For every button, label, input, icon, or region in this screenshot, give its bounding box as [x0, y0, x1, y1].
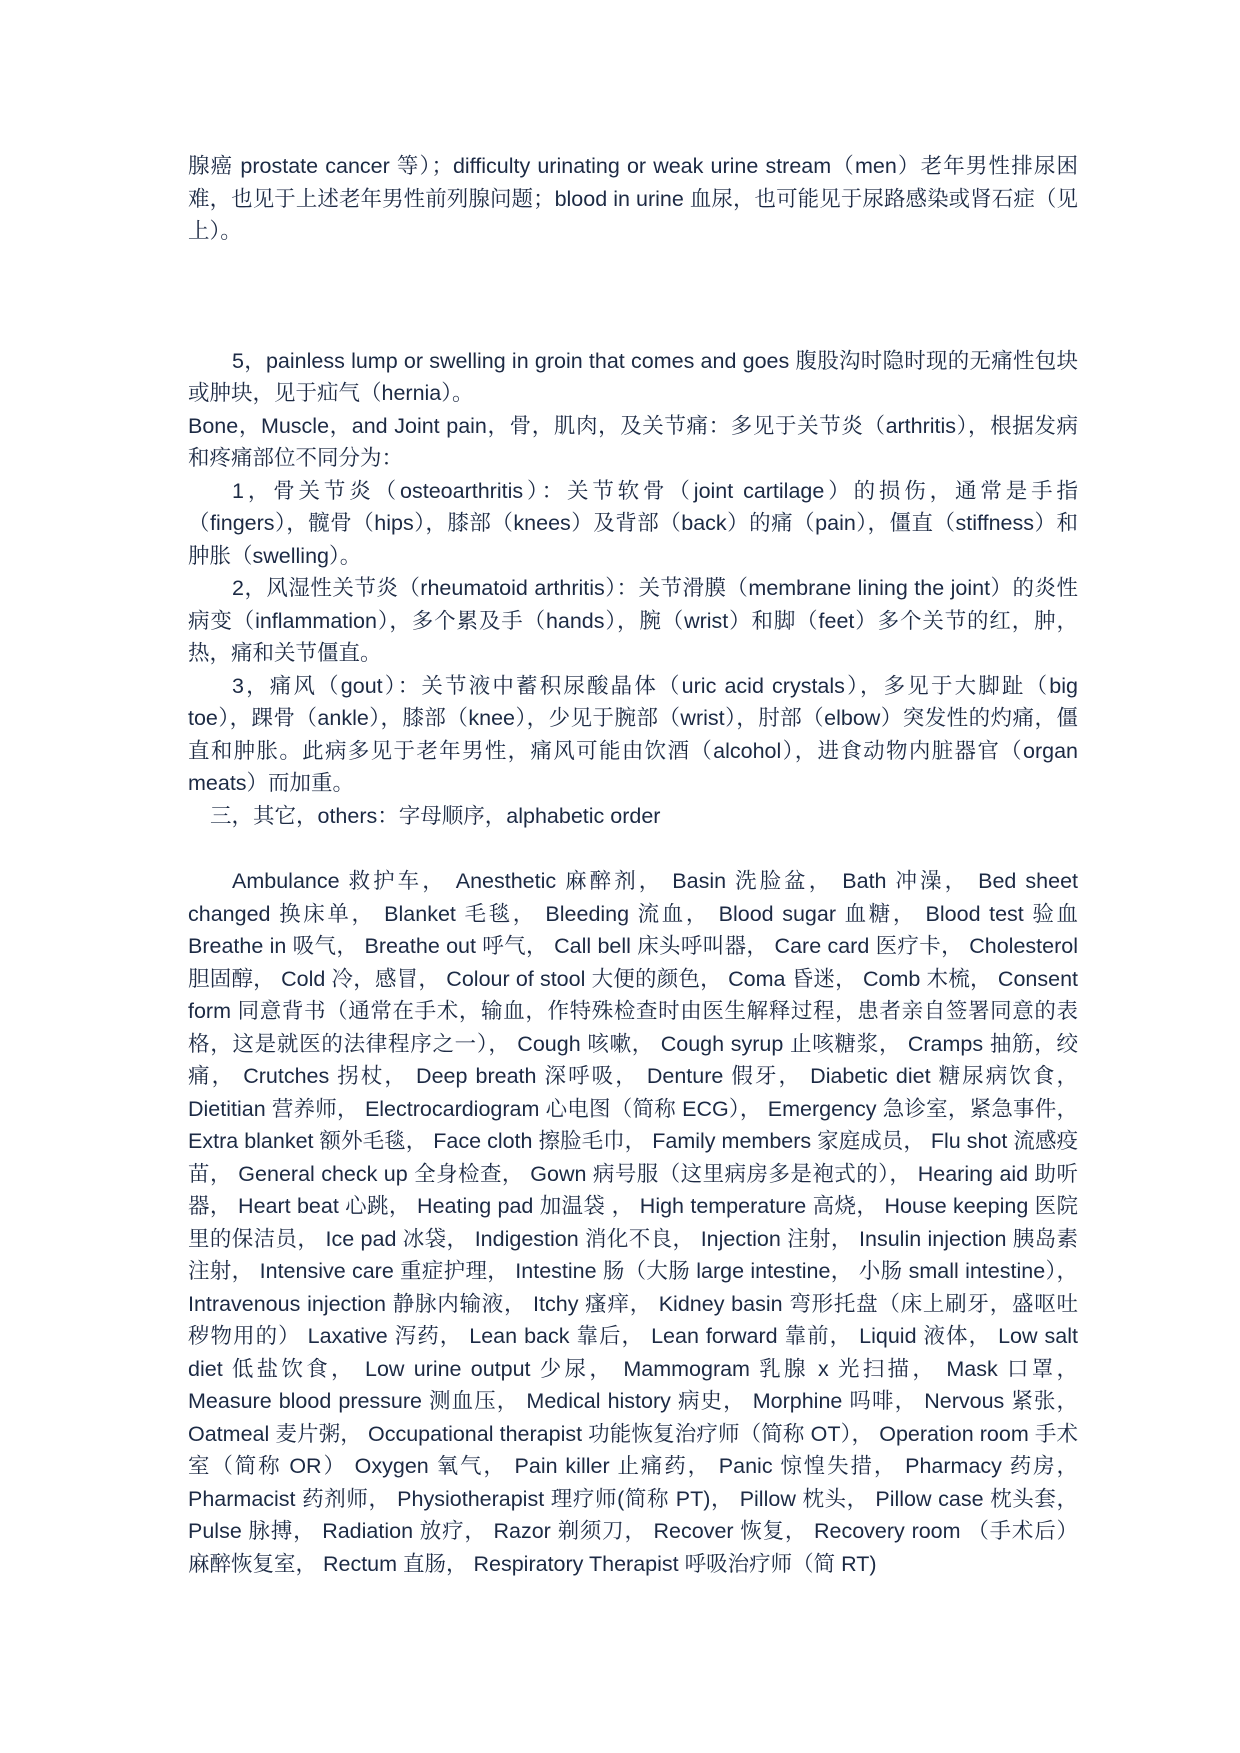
paragraph-gout: 3，痛风（gout）：关节液中蓄积尿酸晶体（uric acid crystals），多见于大脚趾（big toe），踝骨（ankle），膝部（knee），少见于腕部（wrist），肘部（elbow）突发性的灼痛，僵直和肿胀。此病多见于老年男性，痛风可能由饮酒（alcohol），进食动物内脏器官（organ meats）而加重。	[188, 673, 1078, 795]
paragraph-prostate: 腺癌 prostate cancer 等）；difficulty urinating or weak urine stream（men）老年男性排尿困难，也见于上述老年男性前列腺问题；blood in urine 血尿，也可能见于尿路感染或肾石症（见上）。	[188, 154, 1078, 243]
section-heading-others: 三，其它，others：字母顺序，alphabetic order	[210, 803, 661, 828]
spacer	[188, 832, 1078, 865]
paragraph-rheumatoid-arthritis: 2，风湿性关节炎（rheumatoid arthritis）：关节滑膜（membrane lining the joint）的炎性病变（inflammation），多个累及手（hands），腕（wrist）和脚（feet）多个关节的红，肿，热，痛和关节僵直。	[188, 576, 1078, 665]
paragraph-osteoarthritis: 1，骨关节炎（osteoarthritis）：关节软骨（joint cartilage）的损伤，通常是手指（fingers），髋骨（hips），膝部（knees）及背部（back）的痛（pain），僵直（stiffness）和肿胀（swelling）。	[188, 478, 1078, 568]
paragraph-vocabulary-list: Ambulance 救护车， Anesthetic 麻醉剂， Basin 洗脸盆， Bath 冲澡， Bed sheet changed 换床单， Blanket 毛毯， Bleeding 流血， Blood sugar 血糖， Blood test 验血 Breathe in 吸气， Breathe out 呼气， Call bell 床头呼叫器， Care card 医疗卡， Cholesterol 胆固醇， Cold 冷，感冒， Colour of stool 大便的颜色， Coma 昏迷， Comb 木梳， Consent form 同意背书（通常在手术，输血，作特殊检查时由医生解释过程，患者亲自签署同意的表格，这是就医的法律程序之一）， Cough 咳嗽， Cough syrup 止咳糖浆， Cramps 抽筋，绞痛， Crutches 拐杖， Deep breath 深呼吸， Denture 假牙， Diabetic diet 糖尿病饮食， Dietitian 营养师， Electrocardiogram 心电图（简称 ECG）， Emergency 急诊室，紧急事件， Extra blanket 额外毛毯， Face cloth 擦脸毛巾， Family members 家庭成员， Flu shot 流感疫苗， General check up 全身检查， Gown 病号服（这里病房多是袍式的）， Hearing aid 助听器， Heart beat 心跳， Heating pad 加温袋 ， High temperature 高烧， House keeping 医院里的保洁员， Ice pad 冰袋， Indigestion 消化不良， Injection 注射， Insulin injection 胰岛素注射， Intensive care 重症护理， Intestine 肠（大肠 large intestine， 小肠 small intestine）， Intravenous injection 静脉内输液， Itchy 瘙痒， Kidney basin 弯形托盘（床上刷牙，盛呕吐秽物用的） Laxative 泻药， Lean back 靠后， Lean forward 靠前， Liquid 液体， Low salt diet 低盐饮食， Low urine output 少尿， Mammogram 乳腺 x 光扫描， Mask 口罩， Measure blood pressure 测血压， Medical history 病史， Morphine 吗啡， Nervous 紧张， Oatmeal 麦片粥， Occupational therapist 功能恢复治疗师（简称 OT）， Operation room 手术室（简称 OR） Oxygen 氧气， Pain killer 止痛药， Panic 惊惶失措， Pharmacy 药房， Pharmacist 药剂师， Physiotherapist 理疗师(简称 PT)， Pillow 枕头， Pillow case 枕头套， Pulse 脉搏， Radiation 放疗， Razor 剃须刀， Recover 恢复， Recovery room （手术后）麻醉恢复室， Rectum 直肠， Respiratory Therapist 呼吸治疗师（简 RT)	[188, 869, 1078, 1576]
spacer	[188, 248, 1078, 345]
paragraph-hernia: 5，painless lump or swelling in groin that comes and goes 腹股沟时隐时现的无痛性包块或肿块，见于疝气（hernia）。	[188, 348, 1078, 405]
document-page	[188, 150, 1078, 1580]
paragraph-bone-muscle-joint: Bone，Muscle，and Joint pain，骨，肌肉，及关节痛：多见于关节炎（arthritis），根据发病和疼痛部位不同分为：	[188, 413, 1078, 470]
